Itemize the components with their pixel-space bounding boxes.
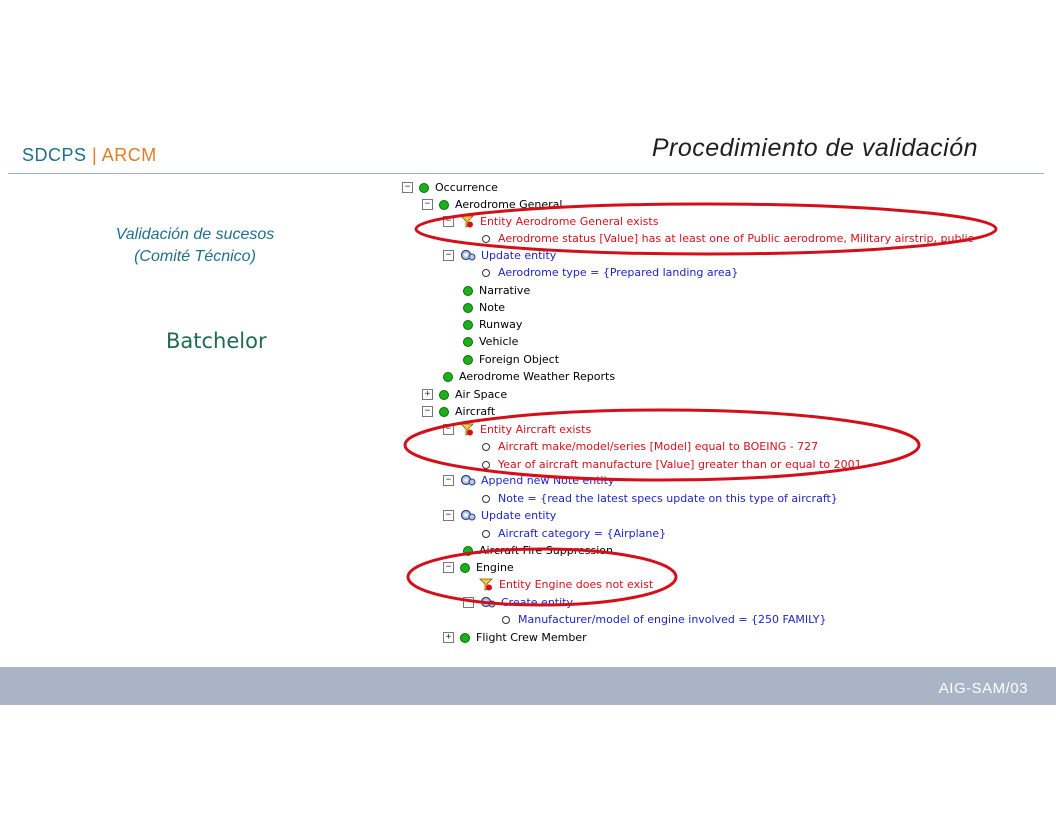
collapse-icon[interactable]: −: [443, 250, 454, 261]
footer-bar: [0, 667, 1056, 705]
node-label: Aerodrome type = {Prepared landing area}: [498, 266, 739, 279]
tree-node-entity-aerodrome-exists[interactable]: [443, 213, 658, 230]
tree-node-air-space[interactable]: [422, 386, 507, 403]
tree-node-note-value[interactable]: [482, 490, 838, 507]
funnel-icon: [479, 578, 493, 591]
ring-icon: [482, 443, 490, 451]
tree-node-aircraft-category[interactable]: [482, 525, 666, 542]
green-dot-icon: [463, 303, 473, 313]
collapse-icon[interactable]: −: [422, 406, 433, 417]
node-label: Aircraft Fire Suppression: [479, 544, 613, 557]
brand-separator: |: [92, 145, 98, 165]
ring-icon: [502, 616, 510, 624]
ring-icon: [482, 495, 490, 503]
validation-tree: [398, 178, 998, 648]
ring-icon: [482, 269, 490, 277]
slide-title: Procedimiento de validación: [651, 134, 978, 162]
location-name: Batchelor: [166, 329, 267, 353]
tree-node-entity-aircraft-exists[interactable]: [443, 421, 591, 438]
title-divider: [8, 173, 1044, 174]
node-label: Aircraft category = {Airplane}: [498, 527, 667, 540]
collapse-icon[interactable]: −: [443, 475, 454, 486]
brand-arcm: ARCM: [101, 145, 157, 165]
node-label: Update entity: [481, 509, 557, 522]
node-label: Entity Engine does not exist: [499, 578, 654, 591]
node-label: Aircraft: [455, 405, 496, 418]
tree-node-narrative[interactable]: [463, 282, 530, 299]
ring-icon: [482, 530, 490, 538]
tree-node-aerodrome-status[interactable]: [482, 230, 974, 247]
node-label: Entity Aircraft exists: [480, 423, 592, 436]
green-dot-icon: [460, 563, 470, 573]
tree-node-entity-engine-not-exist[interactable]: [479, 576, 653, 593]
tree-node-create-entity[interactable]: [463, 594, 573, 611]
footer-code: AIG-SAM/03: [938, 680, 1028, 697]
green-dot-icon: [439, 390, 449, 400]
node-label: Aerodrome General: [455, 198, 563, 211]
tree-node-update-entity-1[interactable]: [443, 247, 556, 264]
tree-node-aerodrome-general[interactable]: [422, 196, 562, 213]
node-label: Entity Aerodrome General exists: [480, 215, 659, 228]
node-label: Occurrence: [435, 181, 498, 194]
tree-node-aerodrome-type[interactable]: [482, 264, 738, 281]
node-label: Runway: [479, 318, 523, 331]
tree-node-flight-crew[interactable]: [443, 629, 587, 646]
collapse-icon[interactable]: −: [443, 562, 454, 573]
collapse-icon[interactable]: −: [443, 510, 454, 521]
tree-node-foreign-object[interactable]: [463, 351, 559, 368]
node-label: Narrative: [479, 284, 531, 297]
node-label: Aerodrome Weather Reports: [459, 370, 616, 383]
green-dot-icon: [419, 183, 429, 193]
node-label: Engine: [476, 561, 514, 574]
node-label: Aircraft make/model/series [Model] equal to BOEING - 727: [498, 440, 819, 453]
node-label: Year of aircraft manufacture [Value] greater than or equal to 2001: [498, 458, 862, 471]
green-dot-icon: [463, 546, 473, 556]
collapse-icon[interactable]: −: [463, 597, 474, 608]
ring-icon: [482, 461, 490, 469]
node-label: Manufacturer/model of engine involved = {250 FAMILY}: [518, 613, 827, 626]
green-dot-icon: [439, 407, 449, 417]
green-dot-icon: [443, 372, 453, 382]
green-dot-icon: [463, 355, 473, 365]
tree-node-note[interactable]: [463, 299, 505, 316]
tree-node-append-note[interactable]: [443, 472, 614, 489]
green-dot-icon: [463, 320, 473, 330]
tree-node-vehicle[interactable]: [463, 333, 518, 350]
gear-icon: [460, 474, 476, 487]
tree-node-occurrence[interactable]: [402, 179, 498, 196]
collapse-icon[interactable]: −: [443, 216, 454, 227]
collapse-icon[interactable]: −: [443, 424, 454, 435]
expand-icon[interactable]: +: [443, 632, 454, 643]
node-label: Aerodrome status [Value] has at least one of Public aerodrome, Military airstrip, public: [498, 232, 974, 245]
node-label: Note: [479, 301, 506, 314]
node-label: Air Space: [455, 388, 508, 401]
node-label: Foreign Object: [479, 353, 560, 366]
green-dot-icon: [439, 200, 449, 210]
tree-node-aircraft-make[interactable]: [482, 438, 818, 455]
node-label: Update entity: [481, 249, 557, 262]
tree-node-runway[interactable]: [463, 316, 522, 333]
tree-node-manufacturer-engine[interactable]: [502, 611, 827, 628]
node-label: Flight Crew Member: [476, 631, 587, 644]
subtitle-line-1: Validación de sucesos: [115, 226, 275, 243]
green-dot-icon: [463, 286, 473, 296]
tree-node-fire-suppression[interactable]: [463, 542, 613, 559]
brand-label: [22, 145, 157, 166]
tree-node-engine[interactable]: [443, 559, 514, 576]
ring-icon: [482, 235, 490, 243]
tree-node-update-entity-2[interactable]: [443, 507, 556, 524]
node-label: Note = {read the latest specs update on this type of aircraft}: [498, 492, 838, 505]
gear-icon: [460, 249, 476, 262]
funnel-icon: [460, 215, 474, 228]
tree-node-aerodrome-weather[interactable]: [443, 368, 615, 385]
collapse-icon[interactable]: −: [402, 182, 413, 193]
collapse-icon[interactable]: −: [422, 199, 433, 210]
green-dot-icon: [460, 633, 470, 643]
brand-sdcps: SDCPS: [22, 145, 87, 165]
gear-icon: [460, 509, 476, 522]
tree-node-year-manufacture[interactable]: [482, 456, 862, 473]
gear-icon: [480, 596, 496, 609]
section-subtitle: [60, 224, 330, 268]
expand-icon[interactable]: +: [422, 389, 433, 400]
tree-node-aircraft[interactable]: [422, 403, 495, 420]
funnel-icon: [460, 423, 474, 436]
subtitle-line-2: (Comité Técnico): [134, 248, 256, 265]
node-label: Vehicle: [479, 335, 519, 348]
green-dot-icon: [463, 337, 473, 347]
node-label: Create entity: [501, 596, 573, 609]
node-label: Append new Note entity: [481, 474, 615, 487]
